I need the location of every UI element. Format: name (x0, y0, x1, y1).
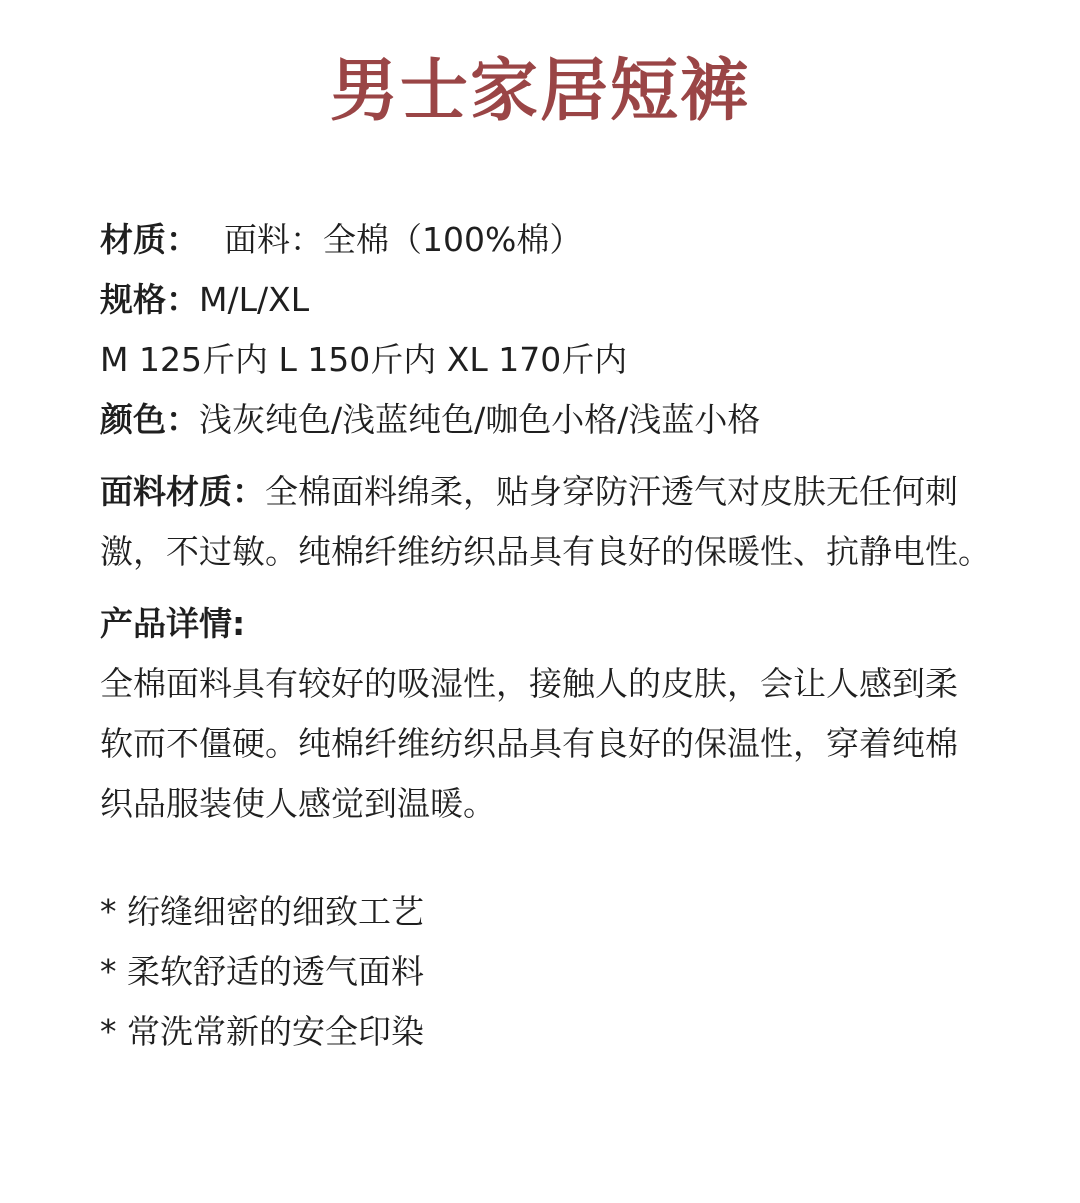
color-row (100, 390, 1060, 450)
details-text-1: 全棉面料具有较好的吸湿性，接触人的皮肤，会让人感到柔 (100, 664, 958, 703)
feature-item: * 柔软舒适的透气面料 (100, 952, 424, 991)
color-label: 颜色： (100, 400, 199, 439)
material-row (100, 210, 1060, 270)
details-text-2: 软而不僵硬。纯棉纤维纺织品具有良好的保温性，穿着纯棉 (100, 724, 958, 763)
size-label: 规格： (100, 280, 199, 319)
details-label: 产品详情: (100, 604, 246, 643)
color-value: 浅灰纯色/浅蓝纯色/咖色小格/浅蓝小格 (199, 400, 761, 439)
material-label: 材质： (100, 220, 199, 259)
fabric-line-1 (100, 462, 1060, 522)
fabric-text-2: 激，不过敏。纯棉纤维纺织品具有良好的保暖性、抗静电性。 (100, 532, 991, 571)
size-weights: M 125斤内 L 150斤内 XL 170斤内 (100, 340, 628, 379)
size-row (100, 270, 1060, 330)
fabric-text-1: 全棉面料绵柔，贴身穿防汗透气对皮肤无任何刺 (265, 472, 958, 511)
product-description (100, 210, 1060, 1062)
feature-item: * 常洗常新的安全印染 (100, 1012, 424, 1051)
size-value: M/L/XL (199, 280, 310, 319)
material-value: 面料：全棉（100%棉） (224, 220, 583, 259)
feature-item: * 绗缝细密的细致工艺 (100, 892, 424, 931)
details-text-3: 织品服装使人感觉到温暖。 (100, 784, 496, 823)
page-title: 男士家居短裤 (329, 52, 750, 131)
fabric-label: 面料材质： (100, 472, 265, 511)
